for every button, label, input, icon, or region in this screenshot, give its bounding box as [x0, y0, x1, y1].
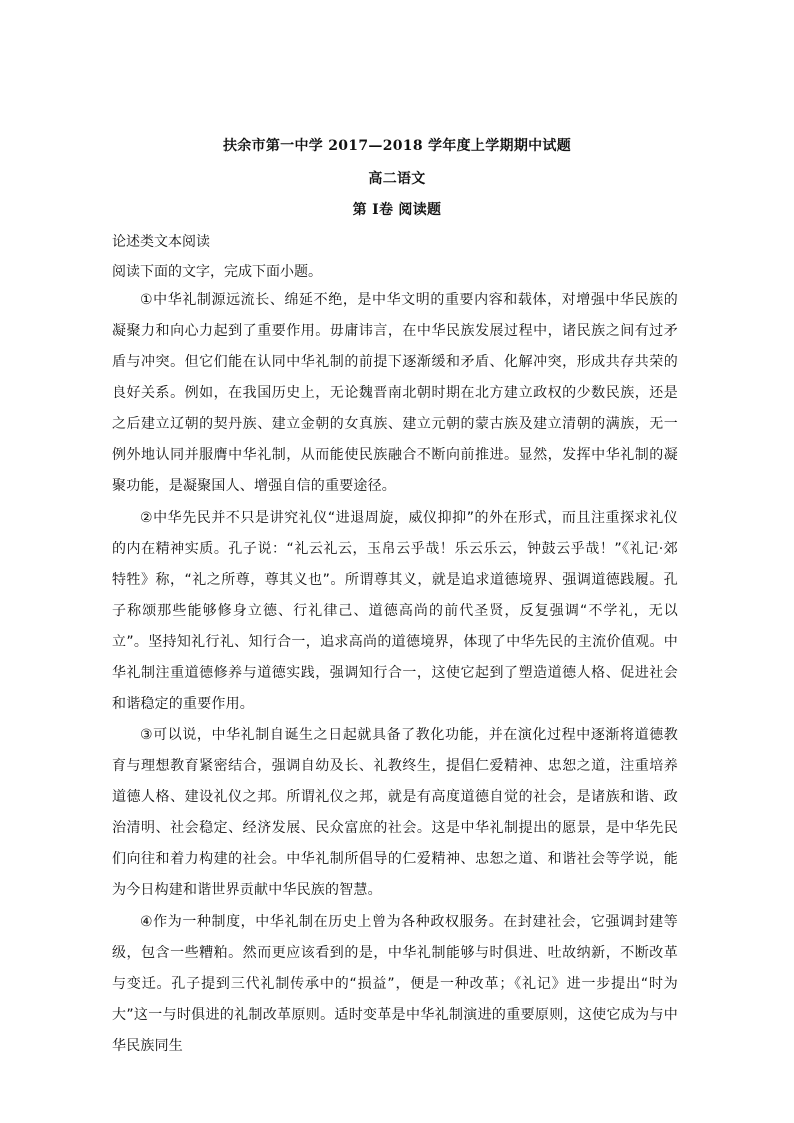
- paragraph-2: ②中华先民并不只是讲究礼仪“进退周旋，威仪抑抑”的外在形式，而且注重探求礼仪的内在精神实质。孔子说：“礼云礼云，玉帛云乎哉！乐云乐云，钟鼓云乎哉！”《礼记·郊特牲》称，“礼之所尊，尊其义也”。所谓尊其义，就是追求道德境界、强调道德践履。孔子称颂那些能够修身立德、行礼律己、道德高尚的前代圣贤，反复强调“不学礼，无以立”。坚持知礼行礼、知行合一，追求高尚的道德境界，体现了中华先民的主流价值观。中华礼制注重道德修养与道德实践，强调知行合一，这使它起到了塑造道德人格、促进社会和谐稳定的重要作用。: [112, 510, 678, 712]
- section-title: 第 Ⅰ卷 阅读题: [352, 202, 442, 218]
- exam-title: 扶余市第一中学 2017—2018 学年度上学期期中试题: [222, 138, 572, 154]
- part-label: 论述类文本阅读: [112, 234, 210, 250]
- subject-title: 高二语文: [368, 171, 426, 187]
- instruction-text: 阅读下面的文字，完成下面小题。: [112, 264, 322, 280]
- paragraph-3: ③可以说，中华礼制自诞生之日起就具备了教化功能，并在演化过程中逐渐将道德教育与理想教育紧密结合，强调自幼及长、礼教终生，提倡仁爱精神、忠恕之道，注重培养道德人格、建设礼仪之邦。所谓礼仪之邦，就是有高度道德自觉的社会，是诸族和谐、政治清明、社会稳定、经济发展、民众富庶的社会。这是中华礼制提出的愿景，是中华先民们向往和着力构建的社会。中华礼制所倡导的仁爱精神、忠恕之道、和谐社会等学说，能为今日构建和谐世界贡献中华民族的智慧。: [112, 727, 678, 898]
- paragraph-1: ①中华礼制源远流长、绵延不绝，是中华文明的重要内容和载体，对增强中华民族的凝聚力和向心力起到了重要作用。毋庸讳言，在中华民族发展过程中，诸民族之间有过矛盾与冲突。但它们能在认同中华礼制的前提下逐渐缓和矛盾、化解冲突，形成共存共荣的良好关系。例如，在我国历史上，无论魏晋南北朝时期在北方建立政权的少数民族，还是之后建立辽朝的契丹族、建立金朝的女真族、建立元朝的蒙古族及建立清朝的满族，无一例外地认同并服膺中华礼制，从而能使民族融合不断向前推进。显然，发挥中华礼制的凝聚功能，是凝聚国人、增强自信的重要途径。: [112, 292, 678, 494]
- paragraph-4: ④作为一种制度，中华礼制在历史上曾为各种政权服务。在封建社会，它强调封建等级，包含一些糟粕。然而更应该看到的是，中华礼制能够与时俱进、吐故纳新，不断改革与变迁。孔子提到三代礼制传承中的“损益”，便是一种改革；《礼记》进一步提出“时为大”这一与时俱进的礼制改革原则。适时变革是中华礼制演进的重要原则，这使它成为与中华民族同生: [112, 914, 678, 1054]
